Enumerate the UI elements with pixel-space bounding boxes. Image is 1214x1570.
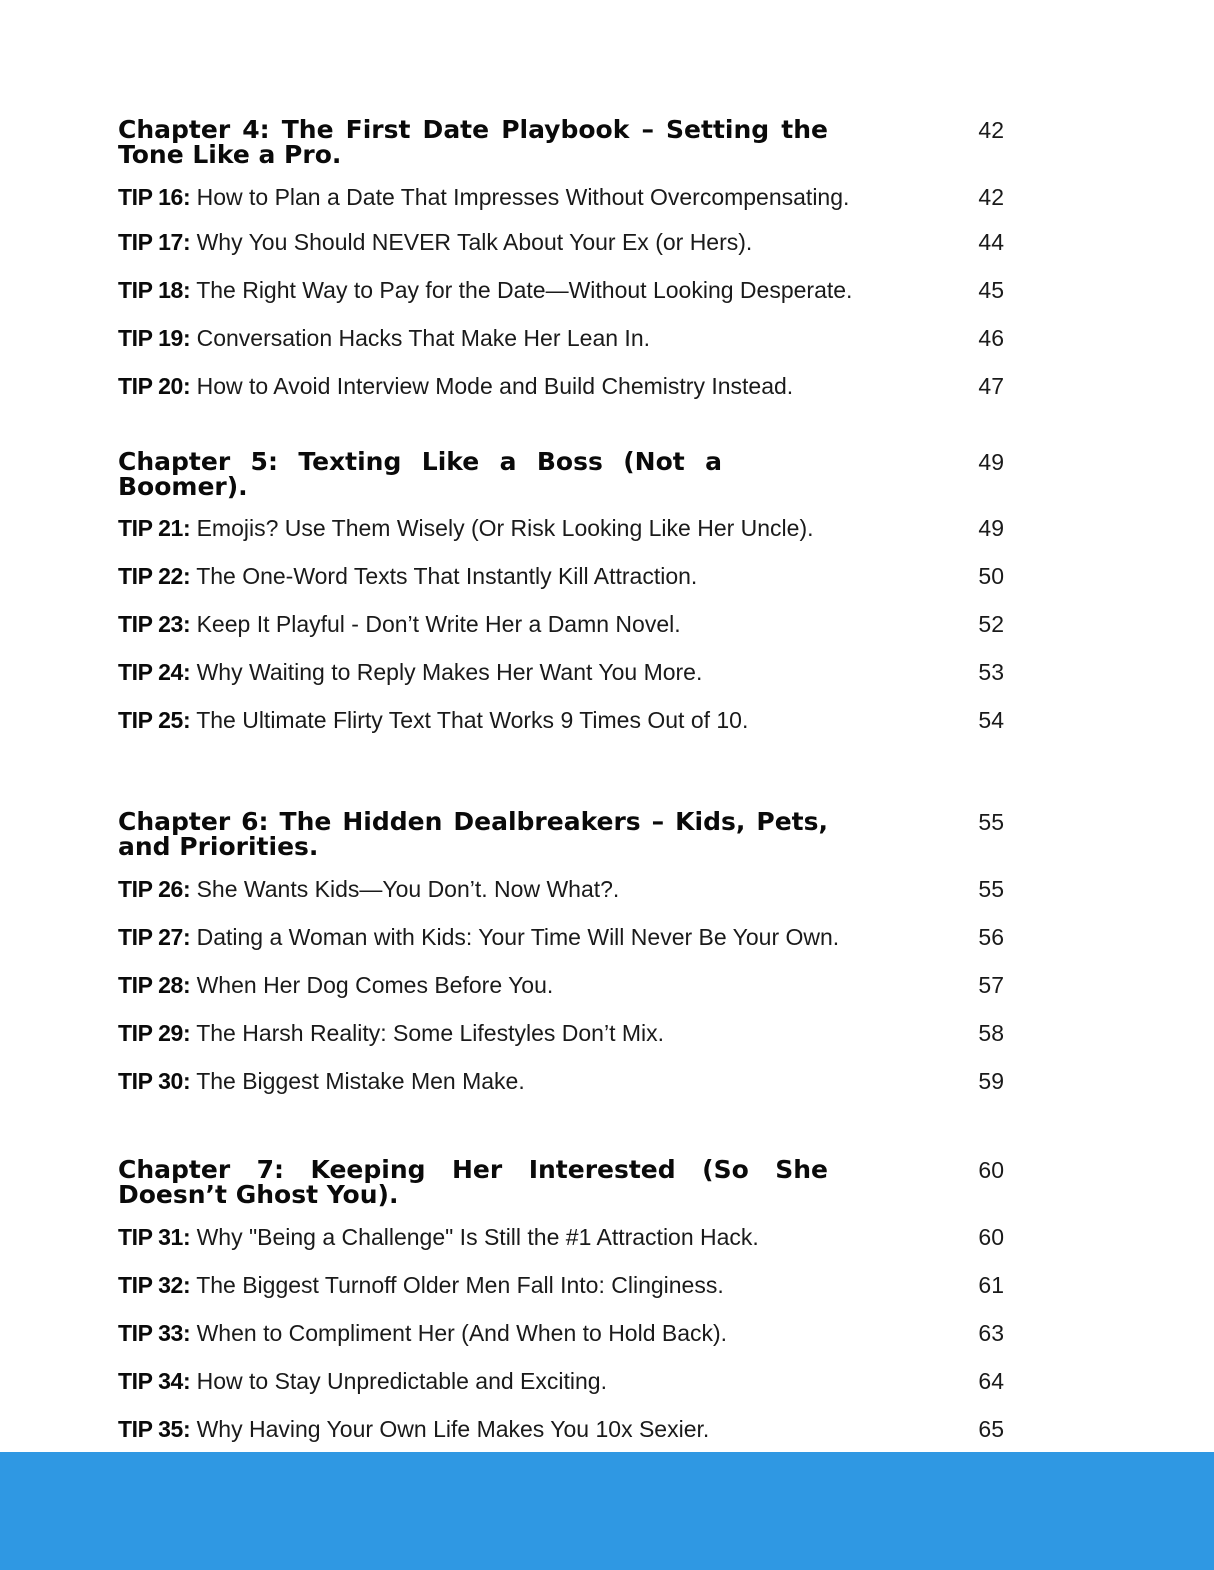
tip-text: Conversation Hacks That Make Her Lean In. [196, 325, 651, 351]
tip-page-number: 45 [978, 277, 1004, 303]
tip-page-number: 65 [978, 1416, 1004, 1442]
tip-label: TIP 26: [118, 876, 191, 902]
tip-entry [118, 323, 1004, 353]
tip-label: TIP 19: [118, 325, 191, 351]
chapter-title: Chapter 5: Texting Like a Boss (Not a Boomer). [118, 447, 722, 501]
tip-page-number: 64 [978, 1368, 1004, 1394]
tip-label: TIP 17: [118, 229, 191, 255]
tip-text: Why You Should NEVER Talk About Your Ex (or Hers). [196, 229, 753, 255]
tip-text: When to Compliment Her (And When to Hold Back). [196, 1320, 728, 1346]
tip-entry [118, 561, 1004, 591]
chapter-title: Chapter 7: Keeping Her Interested (So She Doesn’t Ghost You). [118, 1155, 828, 1209]
tip-label: TIP 34: [118, 1368, 191, 1394]
tip-entry [118, 609, 1004, 639]
tip-entry [118, 705, 1004, 735]
tip-page-number: 63 [978, 1320, 1004, 1346]
tip-page-number: 60 [978, 1224, 1004, 1250]
tip-label: TIP 21: [118, 515, 191, 541]
tip-label: TIP 29: [118, 1020, 191, 1046]
tip-text: The Ultimate Flirty Text That Works 9 Times Out of 10. [196, 707, 749, 733]
tip-label: TIP 20: [118, 373, 191, 399]
tip-label: TIP 30: [118, 1068, 191, 1094]
tip-entry [118, 1270, 1004, 1300]
tip-page-number: 55 [978, 876, 1004, 902]
tip-label: TIP 28: [118, 972, 191, 998]
tip-text: The Biggest Turnoff Older Men Fall Into: Clinginess. [196, 1272, 724, 1298]
tip-page-number: 47 [978, 373, 1004, 399]
tip-entry [118, 275, 1004, 305]
tip-page-number: 46 [978, 325, 1004, 351]
tip-page-number: 56 [978, 924, 1004, 950]
tip-label: TIP 16: [118, 184, 191, 210]
tip-text: Why Having Your Own Life Makes You 10x Sexier. [196, 1416, 710, 1442]
tip-entry [118, 970, 1004, 1000]
tip-text: The Biggest Mistake Men Make. [196, 1068, 525, 1094]
tip-entry [118, 1318, 1004, 1348]
tip-page-number: 42 [978, 184, 1004, 210]
tip-label: TIP 35: [118, 1416, 191, 1442]
chapter-page-number: 49 [978, 449, 1004, 475]
chapter-page-number: 55 [978, 809, 1004, 835]
tip-text: She Wants Kids—You Don’t. Now What?. [196, 876, 620, 902]
tip-label: TIP 27: [118, 924, 191, 950]
tip-text: How to Avoid Interview Mode and Build Chemistry Instead. [196, 373, 794, 399]
tip-text: Emojis? Use Them Wisely (Or Risk Looking Like Her Uncle). [196, 515, 814, 541]
tip-entry [118, 1018, 1004, 1048]
tip-text: The One-Word Texts That Instantly Kill Attraction. [196, 563, 698, 589]
tip-label: TIP 23: [118, 611, 191, 637]
tip-entry [118, 1414, 1004, 1444]
tip-page-number: 61 [978, 1272, 1004, 1298]
tip-text: When Her Dog Comes Before You. [196, 972, 554, 998]
chapter-title: Chapter 6: The Hidden Dealbreakers – Kids, Pets, and Priorities. [118, 807, 828, 861]
tip-page-number: 59 [978, 1068, 1004, 1094]
tip-page-number: 49 [978, 515, 1004, 541]
tip-entry [118, 1366, 1004, 1396]
tip-entry [118, 657, 1004, 687]
tip-text: How to Stay Unpredictable and Exciting. [196, 1368, 607, 1394]
tip-label: TIP 25: [118, 707, 191, 733]
tip-text: How to Plan a Date That Impresses Without Overcompensating. [196, 184, 850, 210]
tip-text: Why Waiting to Reply Makes Her Want You More. [196, 659, 703, 685]
tip-entry [118, 371, 1004, 401]
tip-page-number: 44 [978, 229, 1004, 255]
tip-label: TIP 18: [118, 277, 191, 303]
tip-page-number: 53 [978, 659, 1004, 685]
tip-entry [118, 1222, 1004, 1252]
tip-page-number: 57 [978, 972, 1004, 998]
tip-entry [118, 513, 1004, 543]
tip-entry [118, 227, 1004, 257]
tip-label: TIP 33: [118, 1320, 191, 1346]
tip-text: The Harsh Reality: Some Lifestyles Don’t Mix. [196, 1020, 665, 1046]
tip-label: TIP 32: [118, 1272, 191, 1298]
tip-page-number: 52 [978, 611, 1004, 637]
tip-entry [118, 182, 1004, 212]
tip-label: TIP 31: [118, 1224, 191, 1250]
tip-page-number: 58 [978, 1020, 1004, 1046]
footer-band [0, 1452, 1214, 1570]
tip-label: TIP 22: [118, 563, 191, 589]
tip-entry [118, 922, 1004, 952]
chapter-page-number: 60 [978, 1157, 1004, 1183]
tip-entry [118, 1066, 1004, 1096]
tip-page-number: 54 [978, 707, 1004, 733]
tip-label: TIP 24: [118, 659, 191, 685]
tip-text: The Right Way to Pay for the Date—Without Looking Desperate. [196, 277, 853, 303]
tip-page-number: 50 [978, 563, 1004, 589]
tip-text: Dating a Woman with Kids: Your Time Will Never Be Your Own. [196, 924, 840, 950]
chapter-title: Chapter 4: The First Date Playbook – Setting the Tone Like a Pro. [118, 115, 828, 169]
chapter-page-number: 42 [978, 117, 1004, 143]
tip-text: Why "Being a Challenge" Is Still the #1 Attraction Hack. [196, 1224, 759, 1250]
tip-entry [118, 874, 1004, 904]
tip-text: Keep It Playful - Don’t Write Her a Damn Novel. [196, 611, 681, 637]
